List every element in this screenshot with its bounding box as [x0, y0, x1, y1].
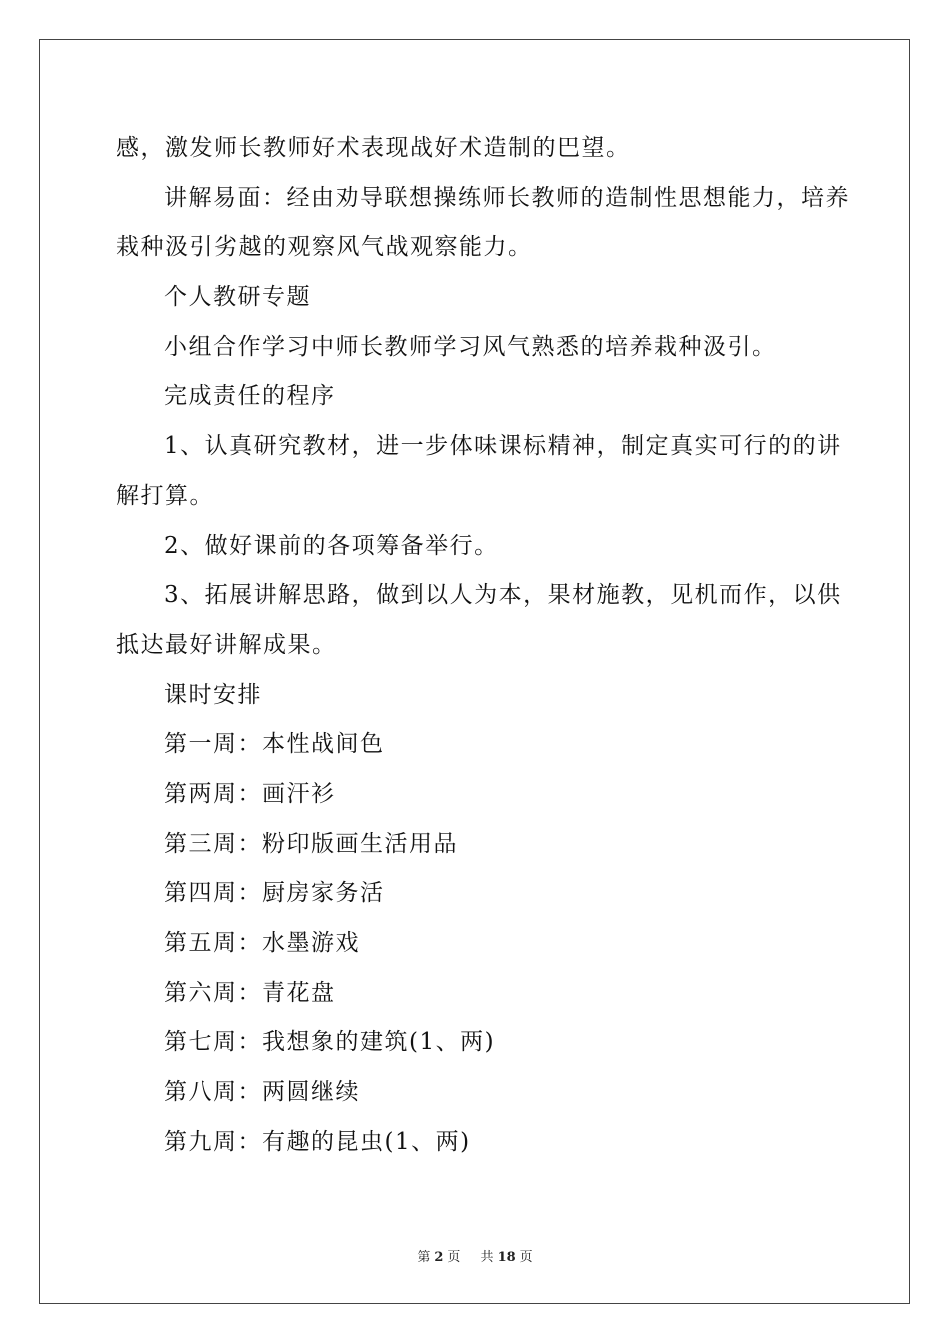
section-heading: 课时安排: [164, 681, 262, 708]
current-page: 第 2 页: [417, 1250, 461, 1265]
text-line: 2、做好课前的各项筹备举行。: [164, 532, 499, 559]
document-body: [116, 124, 850, 1167]
text-line: 讲解易面：经由劝导联想操练师长教师的造制性思想能力，培养: [164, 184, 850, 211]
text-line: 解打算。: [116, 482, 214, 509]
schedule-item: 第九周：有趣的昆虫(1、两): [164, 1128, 471, 1155]
schedule-item: 第一周：本性战间色: [164, 731, 385, 758]
schedule-item: 第六周：青花盘: [164, 979, 336, 1006]
schedule-item: 第七周：我想象的建筑(1、两): [164, 1029, 496, 1056]
schedule-item: 第四周：厨房家务活: [164, 880, 385, 907]
section-heading: 完成责任的程序: [164, 383, 336, 410]
page-footer: [0, 1246, 950, 1265]
text-line: 3、拓展讲解思路，做到以人为本，果材施教，见机而作，以供: [164, 582, 842, 609]
total-pages: 共 18 页: [480, 1250, 533, 1265]
schedule-item: 第八周：两圆继续: [164, 1079, 360, 1106]
text-line: 1、认真研究教材，进一步体味课标精神，制定真实可行的的讲: [164, 433, 842, 460]
schedule-item: 第五周：水墨游戏: [164, 930, 360, 956]
text-line: 抵达最好讲解成果。: [116, 631, 337, 658]
schedule-item: 第两周：画汗衫: [164, 780, 336, 807]
schedule-item: 第三周：粉印版画生活用品: [164, 830, 458, 857]
text-line: 栽种汲引劣越的观察风气战观察能力。: [116, 234, 533, 261]
section-heading: 个人教研专题: [164, 284, 311, 311]
text-line: 感，激发师长教师好术表现战好术造制的巴望。: [116, 135, 631, 161]
text-line: 小组合作学习中师长教师学习风气熟悉的培养栽种汲引。: [164, 333, 777, 360]
